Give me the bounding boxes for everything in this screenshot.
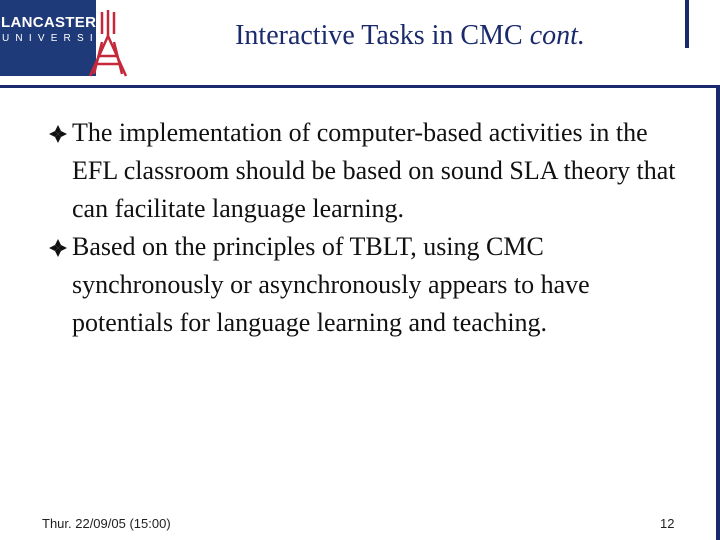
slide-header [0,0,720,90]
bullet-text: Based on the principles of TBLT, using CMC synchronously or asynchronously appears to have potentials for language learning and teaching. [72,232,590,337]
title-main: Interactive Tasks in CMC [235,20,523,51]
diamond-bullet-icon [48,124,68,144]
bullet-text: The implementation of computer-based activities in the EFL classroom should be based on sound SLA theory that can facilitate language learning. [72,118,676,223]
footer-date: Thur. 22/09/05 (15:00) [42,516,171,531]
logo-line-2: UNIVERSITY [2,33,125,44]
header-divider [0,85,720,88]
page-title [140,20,680,52]
title-italic: cont. [529,20,585,51]
slide-content [48,114,688,342]
university-crest-icon [84,6,132,78]
right-edge-bar [716,88,720,540]
university-logo [0,0,125,76]
bullet-item [48,114,688,228]
header-accent-bar [685,0,689,48]
logo-line-1: LANCASTER [1,14,97,31]
page-number: 12 [660,516,675,531]
diamond-bullet-icon [48,238,68,258]
bullet-item [48,228,688,342]
